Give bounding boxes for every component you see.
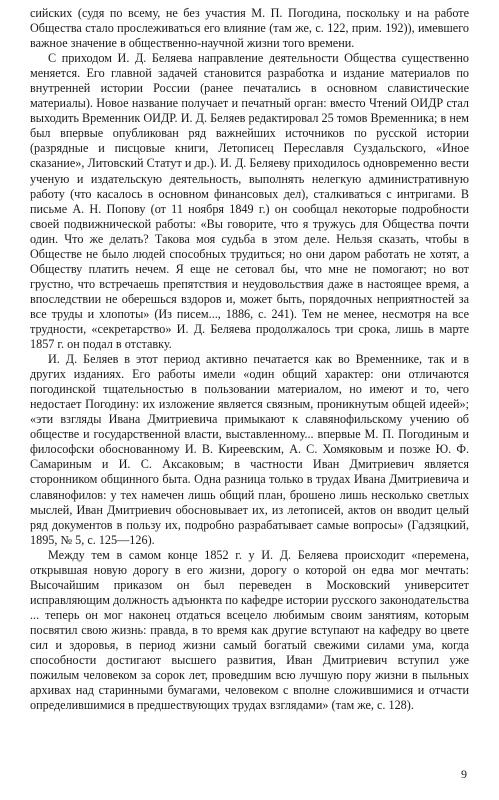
page-body-text (30, 6, 469, 713)
paragraph-continuation: сийских (судя по всему, не без участия М. П. Погодина, поскольку и на работе Общества стало прослеживаться его влияние (там же, с. 122, прим. 192)), имевшего важное значение в общественно-научной жизни того времени. (30, 6, 469, 51)
book-page (30, 6, 469, 794)
page-number: 9 (461, 767, 467, 781)
paragraph-belyaev-publications: И. Д. Беляев в этот период активно печатается как во Временнике, так и в других изданиях. Его работы имели «один общий характер: они отличаются погодинской тщательностью в пользовании материалом, но имеют и то, чего недостает Погодину: их изложение является связным, проникнутым общей идеей»; «эти взгляды Ивана Дмитриевича примыкают к славянофильскому учению об обществе и государственной власти, выставленному... впервые М. П. Погодиным и философски обоснованному И. В. Киреевским, А. С. Хомяковым и позже Ю. Ф. Самариным и И. С. Аксаковым; в частности Иван Дмитриевич является сторонником общинного быта. Одна разница только в трудах Ивана Дмитриевича и славянофилов: у тех намечен лишь общий план, брошено лишь несколько светлых мыслей, Иван Дмитриевич обосновывает их, из летописей, актов он вводит целый ряд документов в пользу их, подробно разрабатывает самые вопросы» (Гадзяцкий, 1895, № 5, с. 125—126). (30, 352, 469, 547)
paragraph-society-direction: С приходом И. Д. Беляева направление деятельности Общества существенно меняется. Его главной задачей становится разработка и издание материалов по внутренней истории России (ранее печатались в основном славистические материалы). Новое название получает и печатный орган: вместо Чтений ОИДР стал выходить Временник ОИДР. И. Д. Беляев редактировал 25 томов Временника; в нем был впервые опубликован ряд важнейших источников по русской истории (разрядные и писцовые книги, Летописец Переславля Суздальского, «Иное сказание», Литовский Статут и др.). И. Д. Беляеву приходилось одновременно вести ученую и издательскую деятельность, выполнять нелегкую административную работу (что касалось в основном финансовых дел), сталкиваться с интригами. В письме А. Н. Попову (от 11 ноября 1849 г.) он сообщал некоторые подробности своей подвижнической работы: «Вы говорите, что я тружусь для Общества почти один. Что же делать? Такова моя судьба в этом деле. Нельзя сказать, чтобы в Обществе не было людей способных трудиться; но они даром работать не хотят, а Обществу платить нечем. Я еще не сетовал бы, что мне не помогают; но вот грустно, что встречаешь препятствия и неудовольствия даже в настоящее время, а впоследствии не оберешься вздоров и, может быть, порядочных неприятностей за все труды и хлопоты» (Из писем..., 1886, с. 241). Тем не менее, несмотря на все трудности, «секретарство» И. Д. Беляева продолжалось три срока, лишь в марте 1857 г. он подал в отставку. (30, 51, 469, 352)
paragraph-university-appointment: Между тем в самом конце 1852 г. у И. Д. Беляева происходит «перемена, открывшая новую дорогу в его жизни, дорогу о которой он едва мог мечтать: Высочайшим приказом он был переведен в Московский университет исправляющим должность адъюнкта по кафедре истории русского законодательства ... теперь он мог наконец отдаться всецело любимым своим занятиям, которым посвятил свою жизнь: правда, в то время как другие вступают на кафедру во цвете сил и здоровья, в период жизни самый богатый свежими силами ума, когда способности достигают высшего развития, Иван Дмитриевич вступил уже пожилым человеком за сорок лет, проведшим всю лучшую пору жизни в пыльных архивах над старинными бумагами, человеком с вполне сложившимися и отчасти определившимися в предшествующих трудах взглядами» (там же, с. 128). (30, 547, 469, 713)
